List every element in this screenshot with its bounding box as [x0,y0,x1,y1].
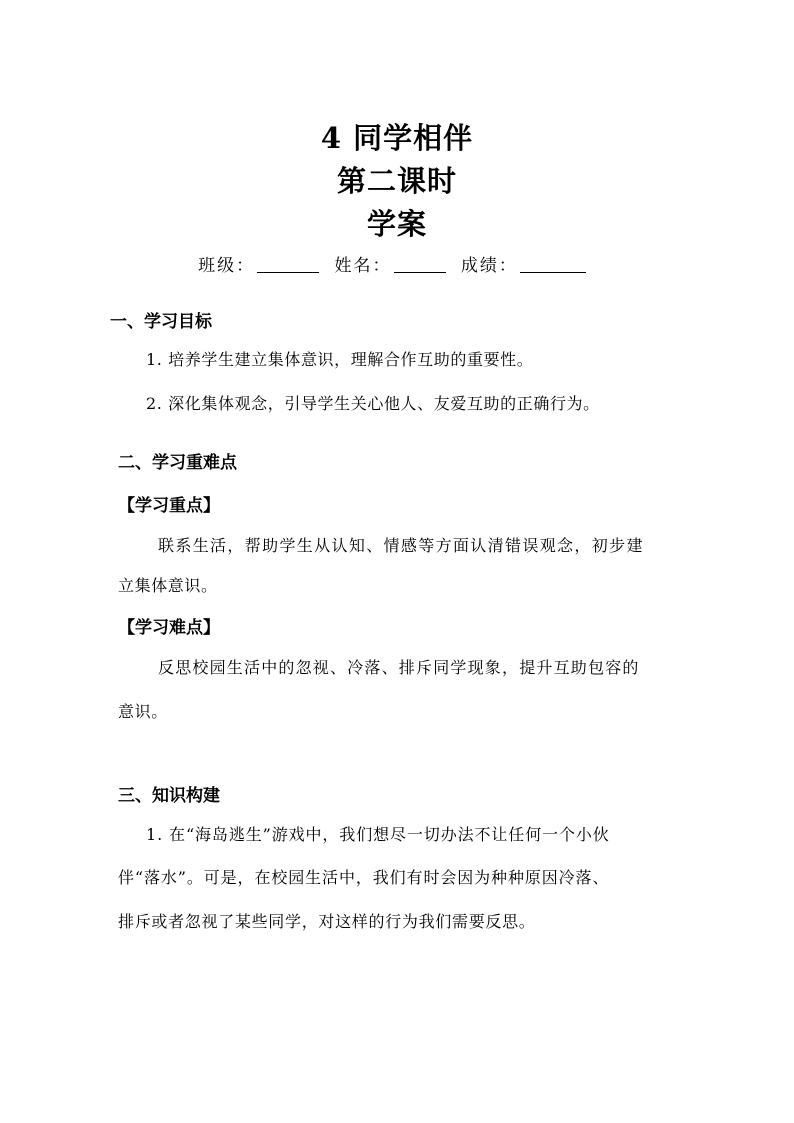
lesson-title: 4 同学相伴 [320,121,474,155]
class-blank[interactable] [257,254,319,273]
objective-item-1: 1. 培养学生建立集体意识，理解合作互助的重要性。 [146,350,534,369]
key-point-text-line-2: 立集体意识。 [118,576,218,595]
knowledge-paragraph-line-3: 排斥或者忽视了某些同学，对这样的行为我们需要反思。 [118,912,536,931]
lesson-period: 第二课时 [336,164,457,198]
difficulty-text-line-2: 意识。 [118,702,168,721]
class-label: 班级： [198,256,256,276]
document-type: 学案 [366,207,427,241]
difficulty-label: 【学习难点】 [118,618,220,638]
score-label: 成绩： [460,256,518,276]
score-blank[interactable] [520,254,586,273]
difficulty-text-line-1: 反思校园生活中的忽视、冷落、排斥同学现象，提升互助包容的 [158,658,640,677]
key-point-text-line-1: 联系生活，帮助学生从认知、情感等方面认清错误观念，初步建 [158,536,644,555]
key-point-label: 【学习重点】 [118,496,220,516]
section-heading-key-points: 二、学习重难点 [118,453,237,473]
objective-item-2: 2. 深化集体观念，引导学生关心他人、友爱互助的正确行为。 [146,394,600,413]
knowledge-paragraph-line-2: 伴“落水”。可是，在校园生活中，我们有时会因为种种原因冷落、 [118,868,610,887]
section-heading-objectives: 一、学习目标 [110,312,212,332]
student-info-row [0,254,794,278]
name-label: 姓名： [334,256,392,276]
section-heading-knowledge: 三、知识构建 [118,786,220,806]
name-blank[interactable] [394,254,446,273]
knowledge-paragraph-line-1: 1. 在“海岛逃生”游戏中，我们想尽一切办法不让任何一个小伙 [146,825,610,844]
